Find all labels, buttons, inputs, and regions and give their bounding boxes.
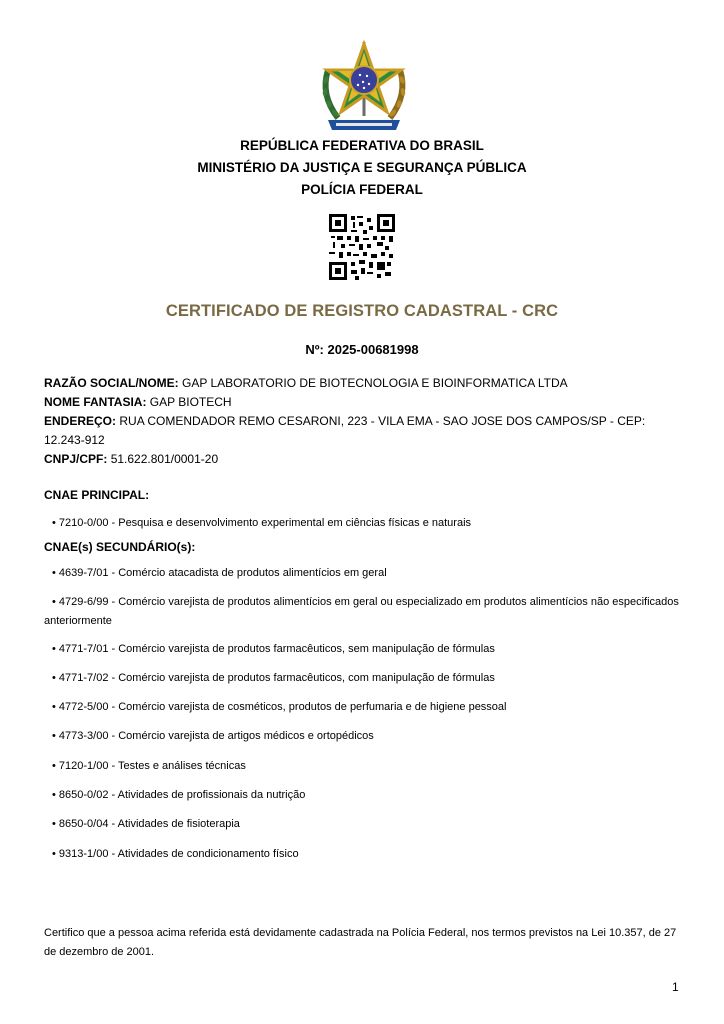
cnae-secundario-text: • 4771-7/02 - Comércio varejista de produtos farmacêuticos, com manipulação de fórmulas <box>52 672 495 684</box>
header-republic: REPÚBLICA FEDERATIVA DO BRASIL <box>240 138 484 153</box>
cnae-secundario-text: • 8650-0/02 - Atividades de profissionais da nutrição <box>52 789 306 801</box>
list-item <box>44 640 684 659</box>
nome-fantasia-value: GAP BIOTECH <box>149 395 232 409</box>
cnae-secundario-text: • 8650-0/04 - Atividades de fisioterapia <box>52 818 240 830</box>
header-ministry: MINISTÉRIO DA JUSTIÇA E SEGURANÇA PÚBLICA <box>197 160 527 175</box>
endereco-label: ENDEREÇO: <box>44 414 117 428</box>
cnpj-row <box>44 450 684 469</box>
cnae-principal-text: • 7210-0/00 - Pesquisa e desenvolvimento experimental em ciências físicas e naturais <box>52 517 472 529</box>
razao-social-row <box>44 374 684 393</box>
razao-social-value: GAP LABORATORIO DE BIOTECNOLOGIA E BIOINFORMATICA LTDA <box>182 376 568 390</box>
certificate-title: CERTIFICADO DE REGISTRO CADASTRAL - CRC <box>165 302 559 320</box>
list-item <box>44 593 684 631</box>
cnpj-value: 51.622.801/0001-20 <box>110 452 219 466</box>
cnae-principal-item <box>44 514 684 533</box>
qr-code-icon <box>329 214 395 280</box>
endereco-value: RUA COMENDADOR REMO CESARONI, 223 - VILA EMA - SAO JOSE DOS CAMPOS/SP - CEP: 12.243-912 <box>44 414 646 447</box>
cnpj-label: CNPJ/CPF: <box>44 452 108 466</box>
cnae-secundario-text: • 4772-5/00 - Comércio varejista de cosméticos, produtos de perfumaria e de higiene pessoal <box>52 701 507 713</box>
list-item <box>44 845 684 864</box>
list-item <box>44 786 684 805</box>
list-item <box>44 727 684 746</box>
list-item <box>44 757 684 776</box>
certification-statement: Certifico que a pessoa acima referida está devidamente cadastrada na Polícia Federal, nos termos previstos na Lei 10.357, de 27 de dezembro de 2001. <box>44 927 677 958</box>
list-item <box>44 669 684 688</box>
nome-fantasia-row <box>44 393 684 412</box>
list-item <box>44 564 684 583</box>
razao-social-label: RAZÃO SOCIAL/NOME: <box>44 376 179 390</box>
cnae-secundarios-heading: CNAE(s) SECUNDÁRIO(s): <box>44 540 196 554</box>
cnae-secundario-text: • 9313-1/00 - Atividades de condicionamento físico <box>52 848 299 860</box>
certificate-number: Nº: 2025-00681998 <box>305 342 419 357</box>
header-agency: POLÍCIA FEDERAL <box>301 182 423 197</box>
brazil-coat-of-arms-icon <box>314 40 414 136</box>
nome-fantasia-label: NOME FANTASIA: <box>44 395 147 409</box>
list-item <box>44 698 684 717</box>
cnae-principal-heading: CNAE PRINCIPAL: <box>44 488 150 502</box>
cnae-secundario-text: • 4771-7/01 - Comércio varejista de produtos farmacêuticos, sem manipulação de fórmulas <box>52 643 495 655</box>
list-item <box>44 815 684 834</box>
endereco-row <box>44 412 684 450</box>
cnae-secundario-text: • 4639-7/01 - Comércio atacadista de produtos alimentícios em geral <box>52 567 387 579</box>
cnae-secundario-text: • 7120-1/00 - Testes e análises técnicas <box>52 760 246 772</box>
page-number: 1 <box>672 980 679 994</box>
cnae-secundario-text: • 4729-6/99 - Comércio varejista de produtos alimentícios em geral ou especializado em produtos alimentícios não especificados anteriormente <box>44 596 679 627</box>
cnae-secundario-text: • 4773-3/00 - Comércio varejista de artigos médicos e ortopédicos <box>52 730 374 742</box>
